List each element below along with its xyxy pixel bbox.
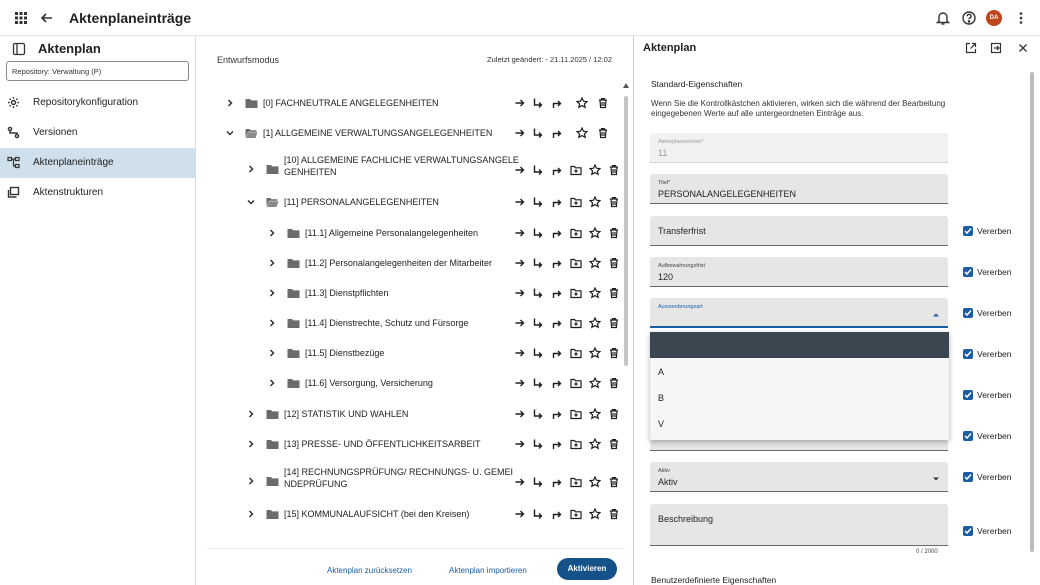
trash-icon[interactable]: [608, 508, 620, 520]
tree-row[interactable]: [197, 466, 619, 496]
new-folder-icon[interactable]: [570, 196, 582, 208]
top-bar: [0, 0, 1040, 36]
titel-field[interactable]: Titel* PERSONALANGELEGENHEITEN: [650, 174, 948, 204]
tree-row[interactable]: [197, 504, 619, 534]
folder-open-icon: [245, 128, 258, 139]
star-icon[interactable]: [589, 196, 601, 208]
chevron-down-icon: [932, 476, 940, 482]
subdirectory-icon[interactable]: [532, 408, 544, 420]
row-actions: [524, 508, 620, 522]
repository-select[interactable]: Repository: Verwaltung (P): [6, 61, 189, 81]
subdirectory-icon[interactable]: [532, 227, 544, 239]
tree-row[interactable]: [197, 123, 619, 153]
versions-icon: [7, 126, 20, 139]
chevron-right-icon[interactable]: [267, 288, 277, 298]
sidebar-item-aktenplaneintraege[interactable]: [0, 148, 196, 178]
subdirectory-icon[interactable]: [532, 317, 544, 329]
details-scrollbar[interactable]: [1030, 72, 1034, 552]
redo-arrow-icon[interactable]: [551, 508, 563, 520]
subdirectory-icon[interactable]: [532, 347, 544, 359]
move-arrow-icon[interactable]: [514, 164, 526, 176]
move-arrow-icon[interactable]: [514, 408, 526, 420]
tree-icon: [7, 156, 20, 169]
folder-icon: [245, 98, 258, 109]
tree-row[interactable]: [197, 192, 619, 222]
tree-footer: [207, 548, 625, 585]
new-folder-icon[interactable]: [570, 287, 582, 299]
folder-icon: [266, 439, 279, 450]
folder-icon: [287, 228, 300, 239]
chevron-right-icon[interactable]: [246, 439, 256, 449]
new-folder-icon[interactable]: [570, 257, 582, 269]
star-icon[interactable]: [589, 164, 601, 176]
star-icon[interactable]: [576, 127, 588, 139]
row-actions: [524, 97, 620, 111]
trash-icon[interactable]: [608, 287, 620, 299]
new-folder-icon[interactable]: [570, 438, 582, 450]
tree-row-label: [11.2] Personalangelegenheiten der Mitarbeiter: [305, 258, 492, 268]
move-arrow-icon[interactable]: [514, 257, 526, 269]
subdirectory-icon[interactable]: [532, 377, 544, 389]
move-arrow-icon[interactable]: [514, 196, 526, 208]
redo-arrow-icon[interactable]: [551, 257, 563, 269]
tree-row-label: [12] STATISTIK UND WAHLEN: [284, 409, 409, 419]
details-panel: [633, 36, 1040, 585]
vererben-checkbox-beschreibung[interactable]: Vererben: [963, 525, 1028, 537]
chevron-right-icon[interactable]: [225, 98, 235, 108]
redo-arrow-icon[interactable]: [551, 287, 563, 299]
chevron-right-icon[interactable]: [246, 409, 256, 419]
redo-arrow-icon[interactable]: [551, 164, 563, 176]
tree-row[interactable]: [197, 223, 619, 253]
vererben-checkbox-aufbewahrungsfrist[interactable]: Vererben: [963, 266, 1028, 278]
apps-grid-icon[interactable]: [12, 9, 30, 27]
chevron-right-icon[interactable]: [267, 318, 277, 328]
tree-row[interactable]: [197, 283, 619, 313]
row-actions: [524, 227, 620, 241]
tree-row-label: [14] RECHNUNGSPRÜFUNG/ RECHNUNGS- U. GEMEI NDEPRÜFUNG: [284, 467, 514, 489]
section-custom-properties: Benutzerdefinierte Eigenschaften: [651, 575, 777, 585]
redo-arrow-icon[interactable]: [551, 227, 563, 239]
trash-icon[interactable]: [608, 227, 620, 239]
star-icon[interactable]: [589, 287, 601, 299]
trash-icon[interactable]: [608, 257, 620, 269]
tree-row-label: [11.5] Dienstbezüge: [305, 348, 385, 358]
new-folder-icon[interactable]: [570, 347, 582, 359]
tree-row-label: [15] KOMMUNALAUFSICHT (bei den Kreisen): [284, 509, 470, 519]
chevron-right-icon[interactable]: [246, 509, 256, 519]
tree-row-label: [11] PERSONALANGELEGENHEITEN: [284, 197, 439, 207]
folder-icon: [287, 258, 300, 269]
folder-icon: [266, 509, 279, 520]
subdirectory-icon[interactable]: [532, 257, 544, 269]
tree-panel: [197, 36, 632, 585]
chevron-up-icon: [932, 312, 940, 318]
chevron-right-icon[interactable]: [246, 164, 256, 174]
tree-row-label: [13] PRESSE- UND ÖFFENTLICHKEITSARBEIT: [284, 439, 481, 449]
aktenplanzeichen-field: Aktenplanzeichen* 11: [650, 133, 948, 163]
folder-icon: [266, 409, 279, 420]
back-arrow-icon[interactable]: [38, 9, 56, 27]
row-actions: [524, 377, 620, 391]
new-folder-icon[interactable]: [570, 377, 582, 389]
redo-arrow-icon[interactable]: [551, 408, 563, 420]
tree: [197, 88, 627, 558]
subdirectory-icon[interactable]: [532, 196, 544, 208]
folder-icon: [287, 378, 300, 389]
new-folder-icon[interactable]: [570, 164, 582, 176]
sidebar-item-label: Aktenplaneinträge: [33, 157, 114, 168]
sidebar-item-label: Versionen: [33, 127, 78, 138]
vererben-checkbox-5[interactable]: Vererben: [963, 389, 1028, 401]
subdirectory-icon[interactable]: [532, 127, 544, 139]
sidebar-item-repositorykonfiguration[interactable]: [0, 88, 196, 118]
star-icon[interactable]: [589, 377, 601, 389]
chevron-right-icon[interactable]: [267, 228, 277, 238]
inherit-description: Wenn Sie die Kontrollkästchen aktivieren, wirken sich die während der Bearbeitung eingegebenen Werte auf alle untergeordneten Einträge aus.: [651, 99, 946, 118]
row-actions: [524, 408, 620, 422]
redo-arrow-icon[interactable]: [551, 347, 563, 359]
sidebar-toggle-icon[interactable]: [12, 42, 26, 56]
new-folder-icon[interactable]: [570, 317, 582, 329]
move-arrow-icon[interactable]: [514, 97, 526, 109]
close-icon[interactable]: [1017, 42, 1029, 54]
subdirectory-icon[interactable]: [532, 438, 544, 450]
trash-icon[interactable]: [608, 476, 620, 488]
trash-icon[interactable]: [608, 347, 620, 359]
page-title: Aktenplaneinträge: [69, 10, 192, 26]
move-arrow-icon[interactable]: [514, 476, 526, 488]
star-icon[interactable]: [589, 317, 601, 329]
chevron-right-icon[interactable]: [246, 476, 256, 486]
dropdown-option-a[interactable]: A: [658, 367, 665, 377]
subdirectory-icon[interactable]: [532, 164, 544, 176]
trash-icon[interactable]: [608, 317, 620, 329]
tree-row-label: [11.6] Versorgung, Versicherung: [305, 378, 433, 388]
folder-icon: [287, 348, 300, 359]
sidebar: [0, 36, 196, 585]
tree-row[interactable]: [197, 313, 619, 343]
tree-row-label: [1] ALLGEMEINE VERWALTUNGSANGELEGENHEITEN: [263, 128, 493, 138]
star-icon[interactable]: [589, 347, 601, 359]
star-icon[interactable]: [589, 476, 601, 488]
move-arrow-icon[interactable]: [514, 347, 526, 359]
chevron-down-icon[interactable]: [225, 128, 235, 138]
move-arrow-icon[interactable]: [514, 438, 526, 450]
vererben-checkbox-transferfrist[interactable]: Vererben: [963, 225, 1028, 237]
sidebar-item-versionen[interactable]: [0, 118, 196, 148]
chevron-right-icon[interactable]: [267, 348, 277, 358]
dropdown-option-empty[interactable]: [650, 332, 949, 358]
row-actions: [524, 164, 620, 178]
new-folder-icon[interactable]: [570, 227, 582, 239]
tree-scrollbar[interactable]: [624, 96, 628, 366]
avatar[interactable]: DA: [986, 10, 1002, 26]
vererben-checkbox-4[interactable]: Vererben: [963, 348, 1028, 360]
star-icon[interactable]: [589, 227, 601, 239]
subdirectory-icon[interactable]: [532, 287, 544, 299]
redo-arrow-icon[interactable]: [551, 377, 563, 389]
row-actions: [524, 347, 620, 361]
tree-row[interactable]: [197, 373, 619, 403]
trash-icon[interactable]: [608, 438, 620, 450]
sidebar-item-label: Repositorykonfiguration: [33, 97, 139, 108]
beschreibung-textarea[interactable]: Beschreibung: [650, 504, 948, 546]
trash-icon[interactable]: [608, 164, 620, 176]
move-arrow-icon[interactable]: [514, 377, 526, 389]
tree-row[interactable]: [197, 93, 619, 123]
tree-row[interactable]: [197, 253, 619, 283]
redo-arrow-icon[interactable]: [551, 196, 563, 208]
help-icon[interactable]: [960, 9, 978, 27]
subdirectory-icon[interactable]: [532, 508, 544, 520]
folder-icon: [266, 164, 279, 175]
sidebar-item-label: Aktenstrukturen: [33, 187, 104, 198]
gear-icon: [7, 96, 20, 109]
tree-row-label: [11.3] Dienstpflichten: [305, 288, 389, 298]
import-aktenplan-button[interactable]: Aktenplan importieren: [449, 566, 527, 575]
redo-arrow-icon[interactable]: [551, 97, 563, 109]
chevron-right-icon[interactable]: [267, 258, 277, 268]
section-standard-properties: Standard-Eigenschaften: [651, 79, 743, 89]
transferfrist-field[interactable]: Transferfrist: [650, 216, 948, 246]
folder-icon: [287, 288, 300, 299]
star-icon[interactable]: [589, 508, 601, 520]
tree-row[interactable]: [197, 343, 619, 373]
tree-row[interactable]: [197, 404, 619, 434]
trash-icon[interactable]: [597, 97, 609, 109]
bell-icon[interactable]: [934, 9, 952, 27]
vererben-checkbox-6[interactable]: Vererben: [963, 430, 1028, 442]
star-icon[interactable]: [576, 97, 588, 109]
row-actions: [524, 196, 620, 210]
row-actions: [524, 287, 620, 301]
row-actions: [524, 257, 620, 271]
folder-icon: [266, 476, 279, 487]
aussonderungsart-select[interactable]: Aussonderungsart: [650, 298, 948, 328]
tree-row-label: [11.1] Allgemeine Personalangelegenheiten: [305, 228, 478, 238]
move-arrow-icon[interactable]: [514, 508, 526, 520]
last-changed-label: Zuletzt geändert: - 21.11.2025 / 12:02: [487, 55, 612, 64]
redo-arrow-icon[interactable]: [551, 127, 563, 139]
star-icon[interactable]: [589, 438, 601, 450]
folder-open-icon: [266, 197, 279, 208]
trash-icon[interactable]: [608, 408, 620, 420]
new-folder-icon[interactable]: [570, 508, 582, 520]
move-arrow-icon[interactable]: [514, 317, 526, 329]
subdirectory-icon[interactable]: [532, 476, 544, 488]
row-actions: [524, 317, 620, 331]
vererben-checkbox-aussonderungsart[interactable]: Vererben: [963, 307, 1028, 319]
dropdown-option-v[interactable]: V: [658, 419, 665, 429]
aussonderungsart-dropdown-menu: [650, 332, 949, 440]
character-counter: 0 / 2000: [916, 549, 938, 555]
row-actions: [524, 127, 620, 141]
move-arrow-icon[interactable]: [514, 227, 526, 239]
new-folder-icon[interactable]: [570, 408, 582, 420]
tree-row[interactable]: [197, 154, 619, 184]
aufbewahrungsfrist-field[interactable]: Aufbewahrungsfrist 120: [650, 257, 948, 287]
aktiv-select[interactable]: Aktiv Aktiv: [650, 462, 948, 492]
chevron-down-icon[interactable]: [246, 197, 256, 207]
move-arrow-icon[interactable]: [514, 127, 526, 139]
mode-label: Entwurfsmodus: [217, 55, 280, 65]
star-icon[interactable]: [589, 257, 601, 269]
redo-arrow-icon[interactable]: [551, 476, 563, 488]
chevron-right-icon[interactable]: [267, 378, 277, 388]
vererben-checkbox-aktiv[interactable]: Vererben: [963, 471, 1028, 483]
stack-icon: [7, 186, 20, 199]
reset-aktenplan-button[interactable]: Aktenplan zurücksetzen: [327, 566, 412, 575]
tree-row-label: [10] ALLGEMEINE FACHLICHE VERWALTUNGSANGELE GENHEITEN: [284, 155, 519, 177]
move-arrow-icon[interactable]: [514, 287, 526, 299]
trash-icon[interactable]: [608, 377, 620, 389]
trash-icon[interactable]: [597, 127, 609, 139]
open-external-icon[interactable]: [965, 42, 977, 54]
sidebar-title: Aktenplan: [38, 41, 101, 56]
row-actions: [524, 438, 620, 452]
tree-row-label: [11.4] Dienstrechte, Schutz und Fürsorge: [305, 318, 469, 328]
subdirectory-icon[interactable]: [532, 97, 544, 109]
sidebar-item-aktenstrukturen[interactable]: [0, 178, 196, 208]
details-title: Aktenplan: [643, 42, 697, 54]
tree-row-label: [0] FACHNEUTRALE ANGELEGENHEITEN: [263, 98, 439, 108]
tree-row[interactable]: [197, 434, 619, 464]
dropdown-option-b[interactable]: B: [658, 393, 665, 403]
scroll-up-arrow-icon[interactable]: [623, 83, 629, 88]
more-vertical-icon[interactable]: [1012, 9, 1030, 27]
star-icon[interactable]: [589, 408, 601, 420]
folder-icon: [287, 318, 300, 329]
redo-arrow-icon[interactable]: [551, 438, 563, 450]
new-folder-icon[interactable]: [570, 476, 582, 488]
row-actions: [524, 476, 620, 490]
trash-icon[interactable]: [608, 196, 620, 208]
exit-panel-icon[interactable]: [990, 42, 1002, 54]
redo-arrow-icon[interactable]: [551, 317, 563, 329]
activate-button[interactable]: Aktivieren: [557, 558, 617, 580]
